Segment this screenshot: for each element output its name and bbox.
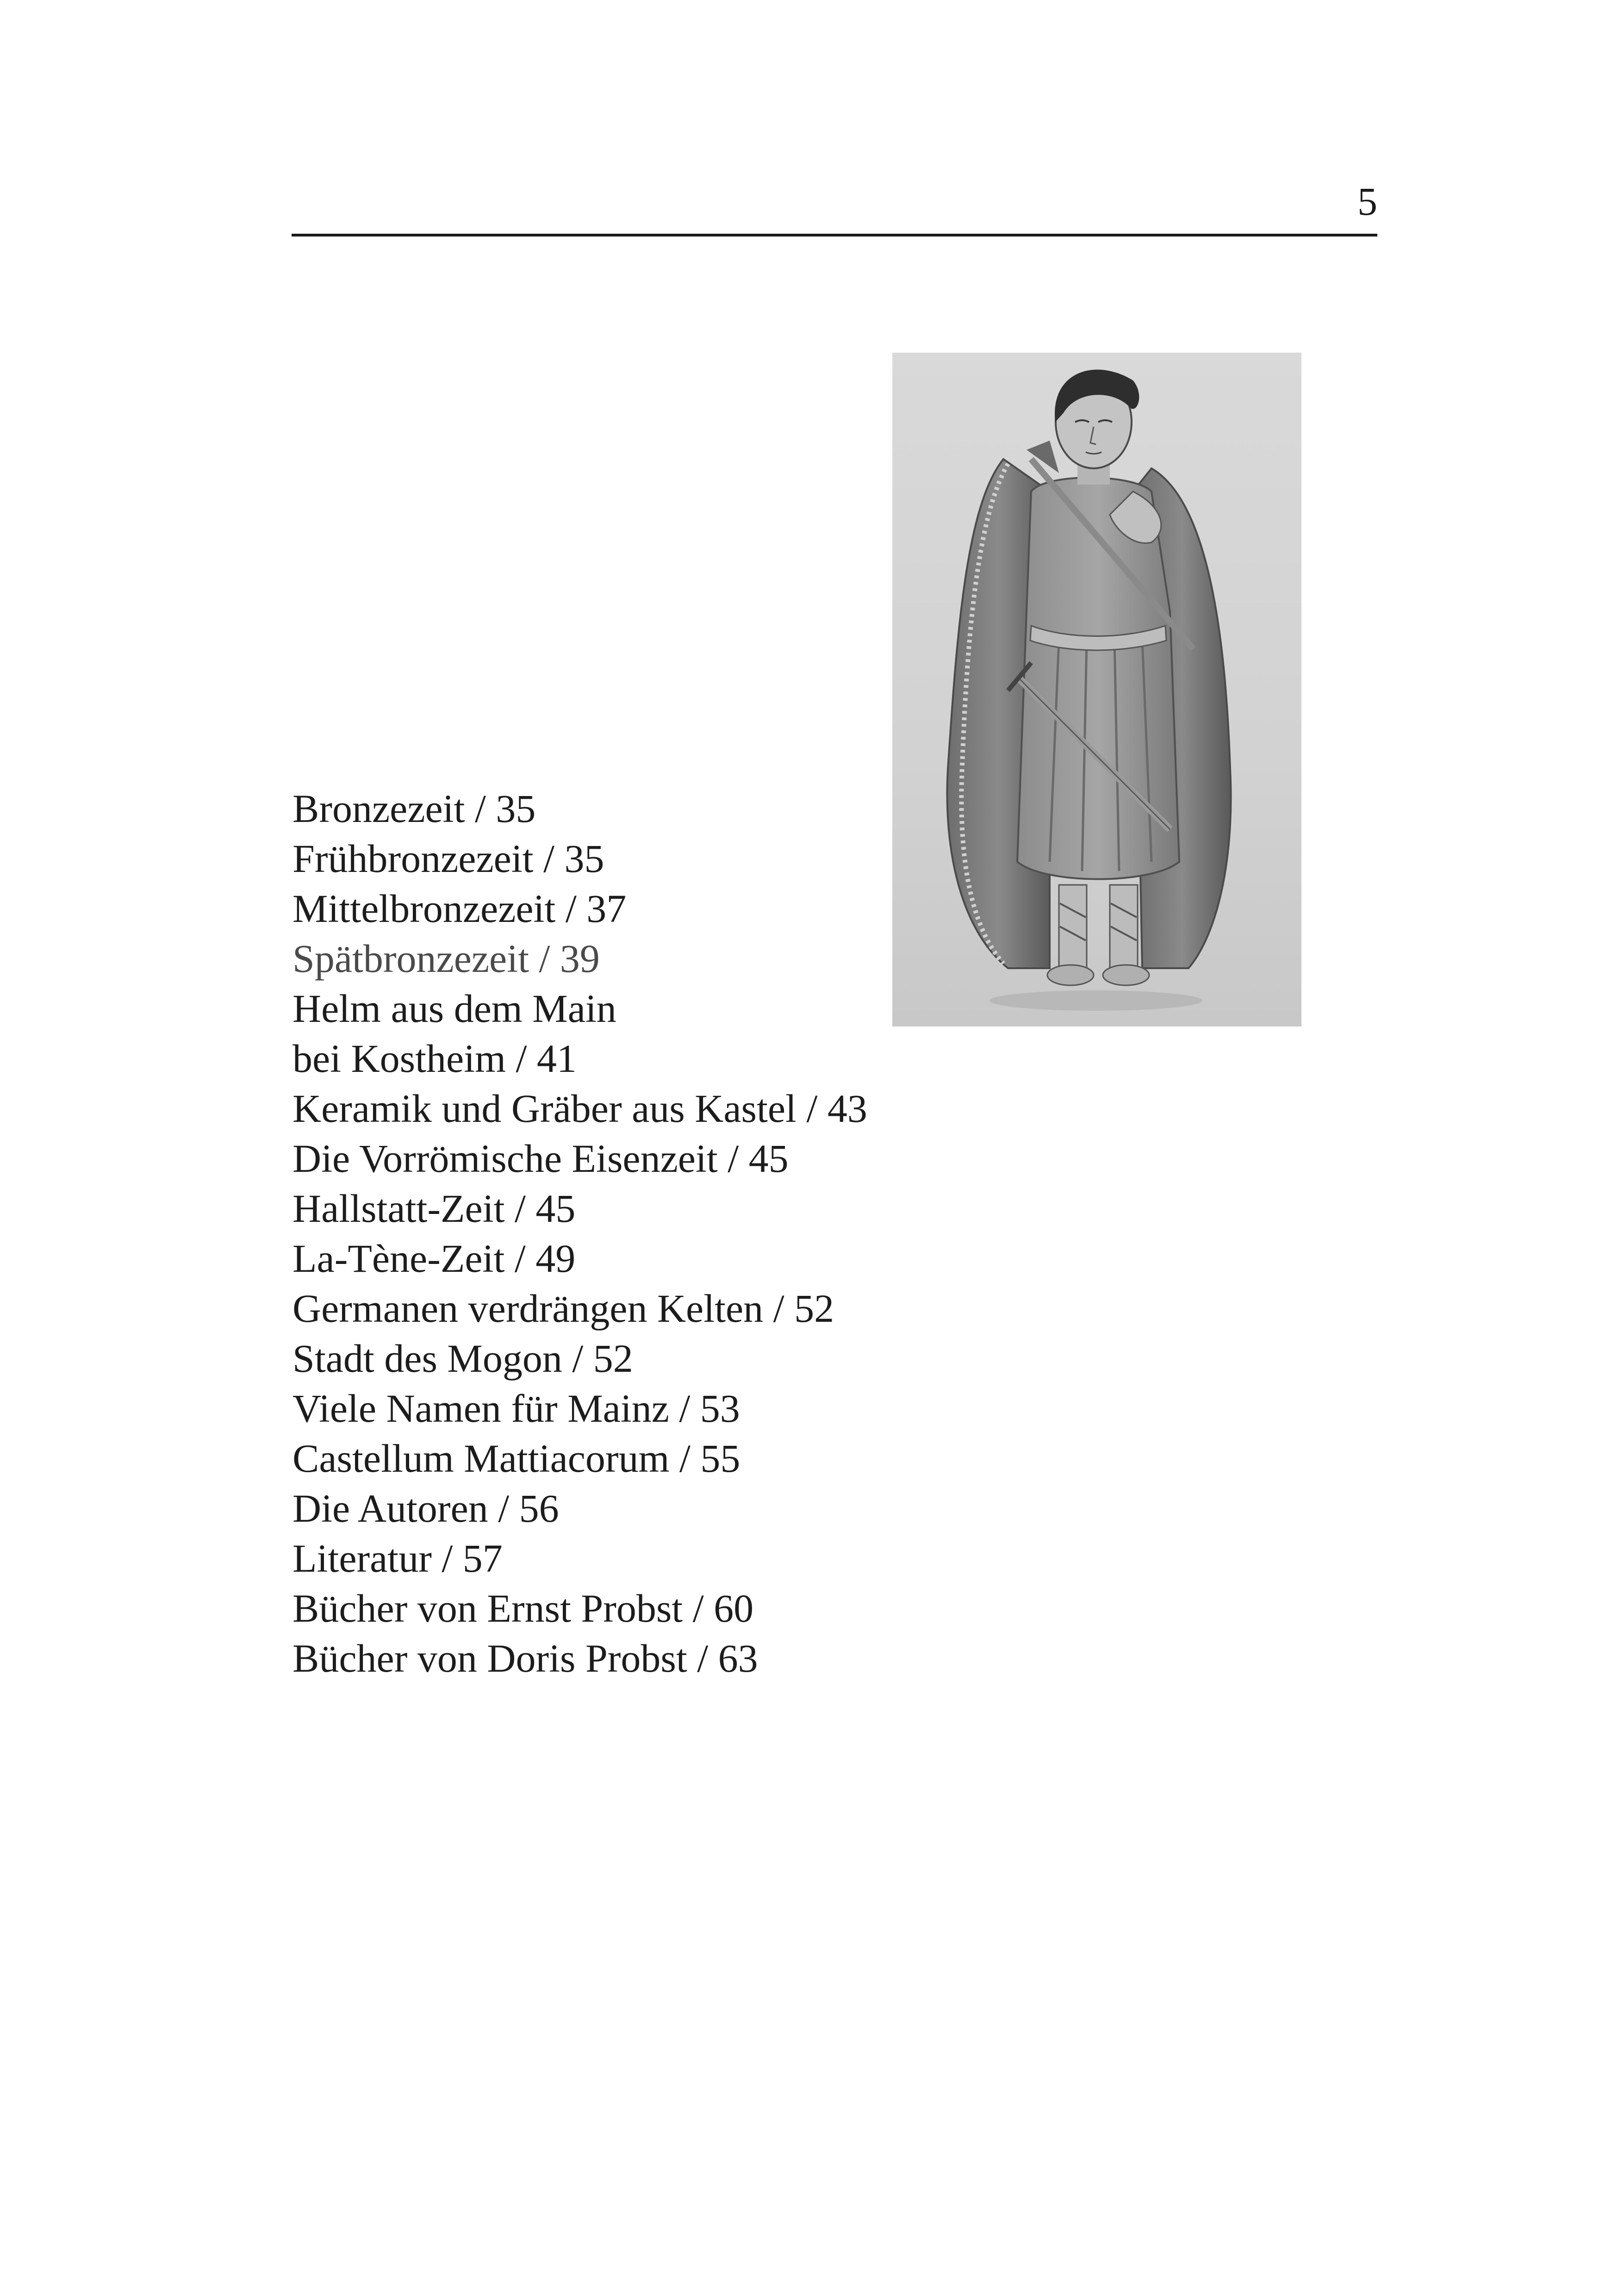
table-of-contents — [292, 784, 867, 1683]
figure-illustration — [892, 353, 1301, 1027]
toc-entry: Die Autoren / 56 — [292, 1486, 559, 1531]
toc-entry: Bücher von Ernst Probst / 60 — [292, 1586, 754, 1630]
toc-entry: Frühbronzezeit / 35 — [292, 836, 604, 881]
toc-entry: Keramik und Gräber aus Kastel / 43 — [292, 1086, 867, 1131]
toc-entry: Bücher von Doris Probst / 63 — [292, 1636, 758, 1680]
toc-entry: Stadt des Mogon / 52 — [292, 1336, 633, 1381]
toc-entry: Spätbronzezeit / 39 — [292, 936, 600, 981]
page-number: 5 — [1357, 179, 1377, 224]
toc-entry: Hallstatt-Zeit / 45 — [292, 1186, 576, 1231]
toc-entry: La-Tène-Zeit / 49 — [292, 1236, 576, 1281]
toc-entry: Die Vorrömische Eisenzeit / 45 — [292, 1136, 789, 1181]
toc-entry: Literatur / 57 — [292, 1536, 503, 1580]
toc-entry: bei Kostheim / 41 — [292, 1036, 577, 1081]
toc-entry: Helm aus dem Main — [292, 986, 616, 1031]
toc-entry: Viele Namen für Mainz / 53 — [292, 1386, 740, 1431]
header-rule — [292, 234, 1377, 236]
figure-engraving — [892, 353, 1301, 1027]
toc-entry: Germanen verdrängen Kelten / 52 — [292, 1286, 834, 1331]
toc-entry: Bronzezeit / 35 — [292, 786, 536, 831]
toc-entry: Mittelbronzezeit / 37 — [292, 886, 627, 931]
toc-entry: Castellum Mattiacorum / 55 — [292, 1436, 741, 1481]
